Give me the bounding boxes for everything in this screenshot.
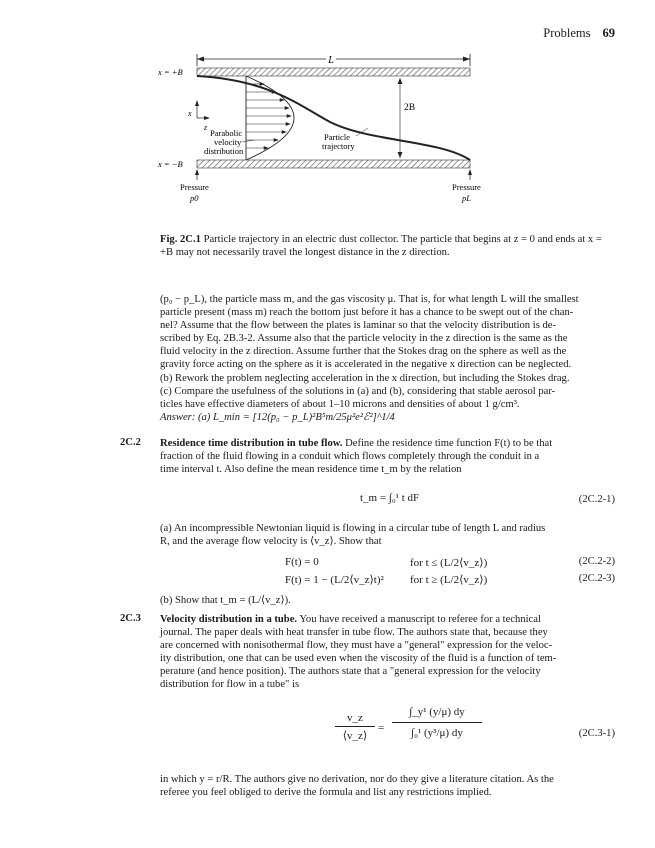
label-L: L bbox=[328, 55, 334, 66]
problem-2c2-part-b: (b) Show that t_m = (L/⟨v_z⟩). bbox=[160, 595, 291, 606]
rhs-denominator: ∫₀¹ (y³/μ) dy bbox=[411, 727, 463, 739]
equation-number-2c2-3: (2C.2-3) bbox=[578, 573, 615, 584]
text-line: R, and the average flow velocity is ⟨v_z⟩. Show that bbox=[160, 536, 382, 548]
velocity-profile-curve bbox=[246, 76, 294, 160]
lhs-numerator: v_z bbox=[347, 712, 363, 724]
text-line: perature (and hence position). The authors state that a "general expression for the velocity bbox=[160, 666, 541, 678]
problem-2c1-continued bbox=[160, 293, 615, 424]
bottom-plate bbox=[197, 160, 470, 168]
caption-label: Fig. 2C.1 bbox=[160, 234, 201, 245]
equation-2c3-1-rhs bbox=[392, 702, 482, 743]
text-line: journal. The paper deals with heat transfer in tube flow. The authors state that, because they bbox=[160, 627, 548, 639]
problem-2c3-closing bbox=[160, 773, 615, 799]
equation-2c2-2-lhs: F(t) = 0 bbox=[285, 556, 319, 568]
text-line: (p₀ − p_L), the particle mass m, and the gas viscosity μ. That is, for what length L will the smallest bbox=[160, 294, 579, 305]
problem-title-2c3: Velocity distribution in a tube. bbox=[160, 614, 298, 625]
text-line: fraction of the fluid flowing in a conduit which flows completely through the conduit in a bbox=[160, 451, 540, 463]
text-line: distribution for flow in a tube" is bbox=[160, 679, 300, 691]
answer-line: Answer: (a) L_min = [12(p₀ − p_L)²B⁵m/25μ²e²ℰ²]^1/4 bbox=[160, 411, 395, 423]
text-line: in which y = r/R. The authors give no derivation, nor do they give a literature citation. As the bbox=[160, 774, 554, 785]
running-header bbox=[543, 26, 615, 41]
equation-2c2-1: t_m = ∫₀¹ t dF bbox=[360, 492, 420, 504]
equation-2c3-1-lhs bbox=[335, 712, 375, 742]
text-line: ticles have effective diameters of about 1–10 microns and densities of about 1 g/cm³. bbox=[160, 398, 520, 410]
page-number: 69 bbox=[602, 26, 615, 40]
problem-2c2-intro bbox=[160, 437, 615, 476]
text-line: (c) Compare the usefulness of the solutions in (a) and (b), considering that stable aerosol par- bbox=[160, 385, 556, 397]
lhs-denominator: ⟨v_z⟩ bbox=[342, 730, 368, 742]
equation-2c2-2-condition: for t ≤ (L/2⟨v_z⟩) bbox=[410, 557, 488, 569]
label-pressure-right: Pressure pL bbox=[452, 182, 481, 203]
text-line: nel? Assume that the flow between the plates is laminar so that the velocity distribution is de- bbox=[160, 320, 556, 332]
top-plate bbox=[197, 68, 470, 76]
problem-title-2c2: Residence time distribution in tube flow. bbox=[160, 438, 343, 449]
label-x-axis: x bbox=[188, 109, 192, 118]
label-z-axis: z bbox=[204, 123, 208, 132]
equation-number-2c2-2: (2C.2-2) bbox=[578, 556, 615, 567]
figure-caption bbox=[160, 233, 615, 259]
label-particle-trajectory: Particle trajectory bbox=[322, 132, 355, 151]
text-line: (b) Rework the problem neglecting acceleration in the x direction, but including the Stokes drag. bbox=[160, 372, 570, 384]
problem-number-2c3: 2C.3 bbox=[120, 613, 141, 624]
label-parabolic: Parabolic velocity distribution bbox=[204, 128, 244, 156]
equation-number-2c2-1: (2C.2-1) bbox=[578, 494, 615, 505]
text-line: are concerned with nonisothermal flow, they must have a "general" expression for the veloc- bbox=[160, 640, 553, 652]
rhs-numerator: ∫_y¹ (y/μ) dy bbox=[409, 706, 465, 718]
problem-number-2c2: 2C.2 bbox=[120, 437, 141, 448]
caption-text: Particle trajectory in an electric dust collector. The particle that begins at z = 0 and ends at x = +B may not necessarily travel the longest distance in the z direction. bbox=[160, 234, 602, 258]
label-top-plate: x = +B bbox=[158, 67, 183, 77]
text-line: particle present (mass m) reach the bottom just before it has a chance to be swept out of the chan- bbox=[160, 307, 574, 319]
velocity-arrows bbox=[246, 83, 291, 150]
text-line: gravity force acting on the sphere as it is accelerated in the negative x direction can be neglected. bbox=[160, 359, 572, 371]
text-line: scribed by Eq. 2B.3-2. Assume also that the particle velocity in the z direction is the same as the bbox=[160, 333, 568, 345]
problem-2c2-part-a bbox=[160, 522, 615, 548]
label-bottom-plate: x = −B bbox=[158, 159, 183, 169]
label-2B: 2B bbox=[404, 103, 416, 113]
figure-dust-collector bbox=[150, 44, 485, 224]
text-line: You have received a manuscript to referee for a technical bbox=[299, 614, 541, 625]
equation-number-2c3-1: (2C.3-1) bbox=[578, 728, 615, 739]
equation-2c2-3-condition: for t ≥ (L/2⟨v_z⟩) bbox=[410, 574, 488, 586]
text-line: fluid velocity in the z direction. Assume further that the Stokes drag on the sphere as well as the bbox=[160, 346, 567, 358]
text-line: time interval t. Also define the mean residence time t_m by the relation bbox=[160, 464, 462, 476]
text-line: ity distribution, one that can be used even when the viscosity of the fluid is a function of tem- bbox=[160, 653, 557, 665]
equation-2c2-3-lhs: F(t) = 1 − (L/2⟨v_z⟩t)² bbox=[285, 574, 384, 586]
running-title: Problems bbox=[543, 26, 591, 40]
text-line: referee you feel obliged to derive the formula and list any restrictions implied. bbox=[160, 787, 492, 799]
text-line: (a) An incompressible Newtonian liquid is flowing in a circular tube of length L and radius bbox=[160, 523, 546, 534]
problem-2c3-text bbox=[160, 613, 615, 692]
text-line: Define the residence time function F(t) to be that bbox=[345, 438, 553, 449]
label-pressure-left: Pressure p0 bbox=[180, 182, 209, 203]
